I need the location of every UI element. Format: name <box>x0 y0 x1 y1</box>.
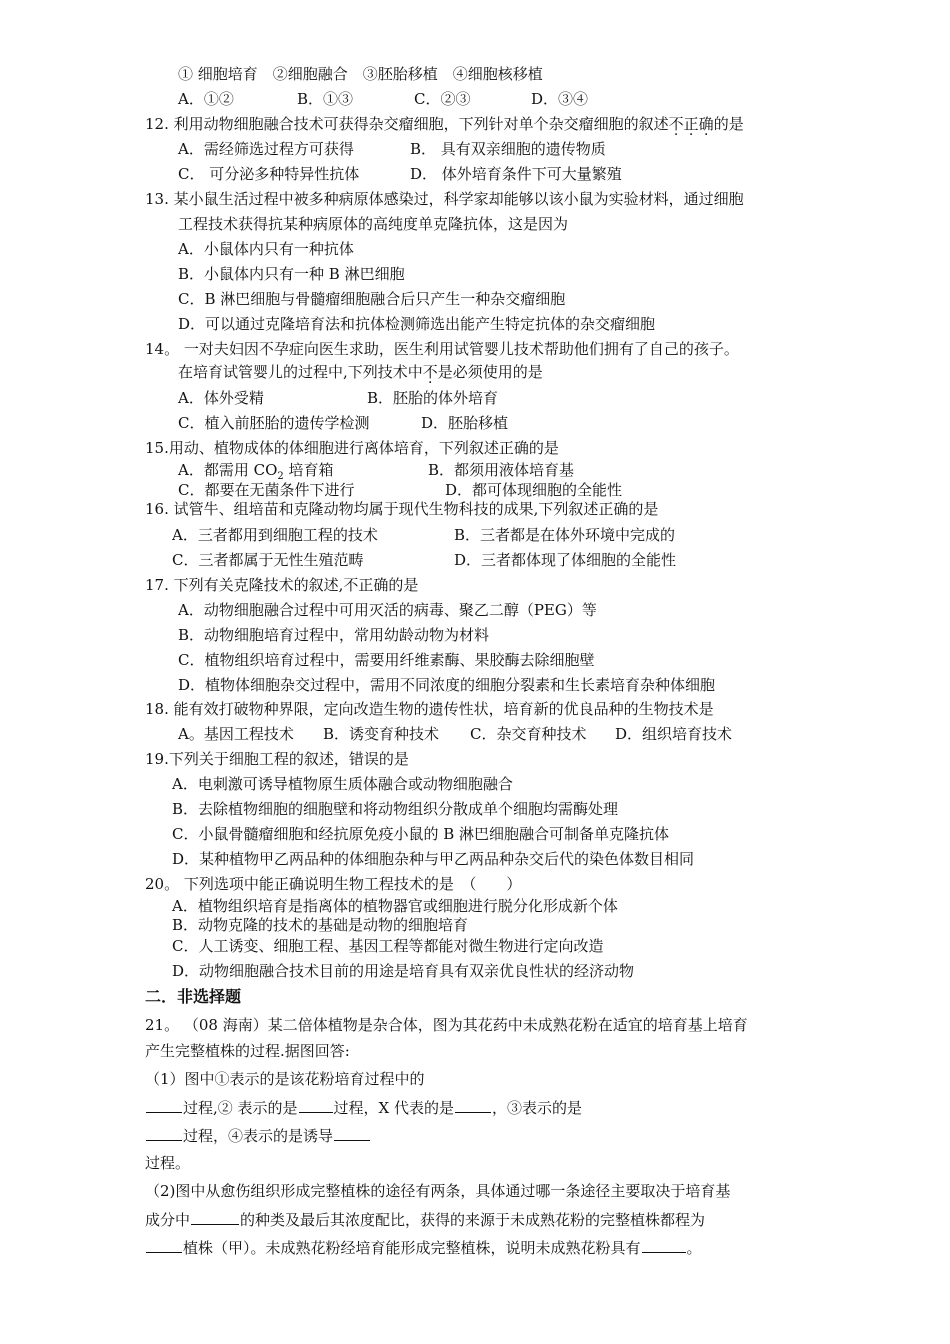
answer-blank[interactable] <box>146 1097 182 1113</box>
q19-option-d: D．某种植物甲乙两品种的体细胞杂种与甲乙两品种杂交后代的染色体数目相同 <box>172 850 695 868</box>
q20-option-d: D．动物细胞融合技术目前的用途是培育具有双亲优良性状的经济动物 <box>172 962 635 980</box>
q21-part1-line1: （1）图中①表示的是该花粉培育过程中的 <box>145 1070 425 1088</box>
q12-option-b: B． 具有双亲细胞的遗传物质 <box>410 140 606 158</box>
q14-option-b: B．胚胎的体外培育 <box>367 389 499 407</box>
q17-stem: 17. 下列有关克隆技术的叙述,不正确的是 <box>145 576 419 594</box>
q21-part1-line2: 过程,② 表示的是 过程，X 代表的是 ，③表示的是 <box>145 1097 582 1118</box>
q12-option-a: A．需经筛选过程方可获得 <box>178 140 354 158</box>
q11-option-c: C．②③ <box>414 90 471 108</box>
q19-option-a: A．电刺激可诱导植物原生质体融合或动物细胞融合 <box>172 775 513 793</box>
q21-stem-line2: 产生完整植株的过程.据图回答: <box>145 1042 350 1060</box>
q15-option-d: D．都可体现细胞的全能性 <box>445 481 623 499</box>
q15-option-c: C．都要在无菌条件下进行 <box>178 481 355 499</box>
answer-blank[interactable] <box>642 1237 686 1253</box>
q14-option-d: D．胚胎移植 <box>421 414 509 432</box>
q12-option-d: D． 体外培育条件下可大量繁殖 <box>410 165 622 183</box>
q16-option-b: B．三者都是在体外环境中完成的 <box>454 526 676 544</box>
q21-part1-line3: 过程，④表示的是诱导 <box>145 1125 371 1146</box>
q21-part2-line1: （2)图中从愈伤组织形成完整植株的途径有两条，具体通过哪一条途径主要取决于培育基 <box>145 1182 731 1200</box>
q14-stem-line2: 在培育试管婴儿的过程中,下列技术中不是必须使用的是 <box>178 363 543 381</box>
q21-part1-line4: 过程。 <box>145 1154 191 1172</box>
answer-blank[interactable] <box>334 1125 370 1141</box>
q15-option-a: A．都需用 $CO_2$ 培育箱 <box>178 461 334 482</box>
q16-option-c: C．三者都属于无性生殖范畴 <box>172 551 364 569</box>
q15-option-b: B．都须用液体培育基 <box>428 461 575 479</box>
q18-option-b: B．诱变育种技术 <box>323 725 440 743</box>
q20-option-a: A．植物组织培育是指离体的植物器官或细胞进行脱分化形成新个体 <box>172 897 618 915</box>
q11-option-a: A．①② <box>178 90 234 108</box>
q12-option-c: C． 可分泌多种特异性抗体 <box>178 165 360 183</box>
q21-stem-line1: 21。 （08 海南）某二倍体植物是杂合体，图为其花药中未成熟花粉在适宜的培育基上培育 <box>145 1016 748 1034</box>
q18-stem: 18. 能有效打破物种界限，定向改造生物的遗传性状，培育新的优良品种的生物技术是 <box>145 700 714 718</box>
q13-option-a: A．小鼠体内只有一种抗体 <box>178 240 354 258</box>
q14-stem-emphasis: 不 <box>422 363 438 381</box>
q17-option-a: A．动物细胞融合过程中可用灭活的病毒、聚乙二醇（PEG）等 <box>178 601 597 619</box>
answer-blank[interactable] <box>146 1237 182 1253</box>
answer-blank[interactable] <box>191 1209 239 1225</box>
q16-stem: 16. 试管牛、组培苗和克隆动物均属于现代生物科技的成果,下列叙述正确的是 <box>145 500 659 518</box>
q13-option-d: D．可以通过克隆培育法和抗体检测筛选出能产生特定抗体的杂交瘤细胞 <box>178 315 656 333</box>
answer-blank[interactable] <box>146 1125 182 1141</box>
q17-option-b: B．动物细胞培育过程中，常用幼龄动物为材料 <box>178 626 490 644</box>
q13-option-b: B．小鼠体内只有一种 B 淋巴细胞 <box>178 265 405 283</box>
q21-part2-line3: 植株（甲）。未成熟花粉经培育能形成完整植株，说明未成熟花粉具有 。 <box>145 1237 702 1258</box>
q19-option-c: C．小鼠骨髓瘤细胞和经抗原免疫小鼠的 B 淋巴细胞融合可制备单克隆抗体 <box>172 825 670 843</box>
q14-stem-line1: 14。 一对夫妇因不孕症向医生求助，医生利用试管婴儿技术帮助他们拥有了自己的孩子。 <box>145 340 739 358</box>
q19-stem: 19.下列关于细胞工程的叙述，错误的是 <box>145 750 409 768</box>
q16-option-a: A．三者都用到细胞工程的技术 <box>172 526 378 544</box>
q12-stem-emphasis: 不正确 <box>668 115 714 133</box>
q17-option-d: D．植物体细胞杂交过程中，需用不同浓度的细胞分裂素和生长素培育杂种体细胞 <box>178 676 716 694</box>
section-heading: 二．非选择题 <box>145 987 242 1006</box>
q18-option-d: D．组织培育技术 <box>615 725 733 743</box>
q14-option-a: A．体外受精 <box>178 389 264 407</box>
q18-option-a: A。基因工程技术 <box>178 725 294 743</box>
q19-option-b: B．去除植物细胞的细胞壁和将动物组织分散成单个细胞均需酶处理 <box>172 800 619 818</box>
q18-option-c: C．杂交育种技术 <box>470 725 587 743</box>
q11-items: ① 细胞培育 ②细胞融合 ③胚胎移植 ④细胞核移植 <box>178 65 543 83</box>
q17-option-c: C．植物组织培育过程中，需要用纤维素酶、果胶酶去除细胞壁 <box>178 651 595 669</box>
q13-stem-line2: 工程技术获得抗某种病原体的高纯度单克隆抗体，这是因为 <box>178 215 569 233</box>
q12-stem: 12. 利用动物细胞融合技术可获得杂交瘤细胞，下列针对单个杂交瘤细胞的叙述不正确的是 <box>145 115 744 133</box>
answer-blank[interactable] <box>299 1097 333 1113</box>
q20-stem: 20。 下列选项中能正确说明生物工程技术的是 （ ） <box>145 875 522 893</box>
q20-option-b: B．动物克隆的技术的基础是动物的细胞培育 <box>172 916 469 934</box>
q11-option-d: D．③④ <box>531 90 589 108</box>
q11-option-b: B．①③ <box>297 90 354 108</box>
q21-part2-line2: 成分中 的种类及最后其浓度配比，获得的来源于未成熟花粉的完整植株都程为 <box>145 1211 706 1229</box>
q13-stem-line1: 13. 某小鼠生活过程中被多种病原体感染过，科学家却能够以该小鼠为实验材料，通过细胞 <box>145 190 744 208</box>
q14-option-c: C．植入前胚胎的遗传学检测 <box>178 414 370 432</box>
q13-option-c: C．B 淋巴细胞与骨髓瘤细胞融合后只产生一种杂交瘤细胞 <box>178 290 566 308</box>
answer-blank[interactable] <box>455 1097 491 1113</box>
q16-option-d: D．三者都体现了体细胞的全能性 <box>454 551 677 569</box>
q20-option-c: C．人工诱变、细胞工程、基因工程等都能对微生物进行定向改造 <box>172 937 604 955</box>
q15-stem: 15.用动、植物成体的体细胞进行离体培育，下列叙述正确的是 <box>145 439 559 457</box>
